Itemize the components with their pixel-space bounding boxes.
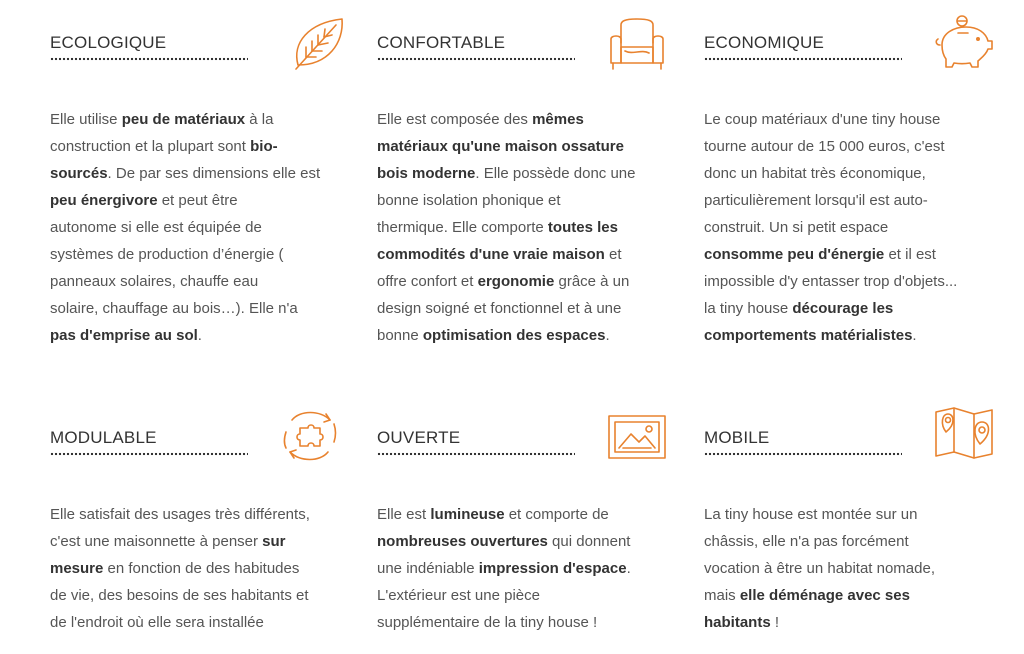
description-line [50, 241, 350, 268]
description-line [377, 528, 677, 555]
text-segment: et il est [884, 246, 936, 263]
text-segment: construit. Un si petit espace [704, 219, 889, 236]
text-segment: de l'endroit où elle sera installée [50, 614, 264, 631]
description-line [704, 214, 1004, 241]
feature-description [377, 106, 677, 349]
description-line [377, 501, 677, 528]
picture-window-icon [605, 406, 669, 466]
description-line [704, 241, 1004, 268]
text-segment: vocation à être un habitat nomade, [704, 560, 935, 577]
feature-description [50, 501, 350, 636]
feature-description [704, 501, 1004, 636]
text-segment: la tiny house [704, 300, 793, 317]
bold-text: habitants [704, 614, 771, 631]
description-line [377, 133, 677, 160]
description-line [50, 501, 350, 528]
description-line [704, 106, 1004, 133]
description-line [377, 106, 677, 133]
bold-text: peu énergivore [50, 192, 158, 209]
text-segment: systèmes de production d’énergie ( [50, 246, 284, 263]
map-pins-icon [932, 402, 996, 462]
text-segment: châssis, elle n'a pas forcément [704, 533, 909, 550]
bold-text: mesure [50, 560, 104, 577]
description-line [50, 268, 350, 295]
text-segment: impossible d'y entasser trop d'objets... [704, 273, 958, 290]
bold-text: mêmes [532, 111, 584, 128]
bold-text: impression d'espace [478, 560, 627, 577]
dotted-underline [50, 452, 248, 456]
text-segment: donc un habitat très économique, [704, 165, 926, 182]
text-segment: en fonction de des habitudes [103, 560, 300, 577]
description-line [50, 133, 350, 160]
dotted-underline [377, 57, 575, 61]
feature-title: CONFORTABLE [377, 33, 506, 52]
description-line [50, 214, 350, 241]
feature-title: OUVERTE [377, 428, 461, 447]
bold-text: lumineuse [430, 506, 505, 523]
description-line [704, 582, 1004, 609]
description-line [704, 133, 1004, 160]
feature-title: ECOLOGIQUE [50, 33, 167, 52]
text-segment: et comporte de [504, 506, 609, 523]
text-segment: . [197, 327, 202, 344]
description-line [377, 268, 677, 295]
text-segment: . [626, 560, 631, 577]
description-line [50, 609, 350, 636]
bold-text: optimisation des espaces [422, 327, 606, 344]
bold-text: elle déménage avec ses [739, 587, 910, 604]
piggy-bank-icon [932, 11, 996, 71]
description-line [704, 501, 1004, 528]
description-line [50, 295, 350, 322]
description-line [50, 187, 350, 214]
bold-text: sur [262, 533, 286, 550]
bold-text: décourage les [792, 300, 894, 317]
description-line [377, 214, 677, 241]
description-line [377, 160, 677, 187]
description-line [704, 322, 1004, 349]
text-segment: Elle est [377, 506, 431, 523]
description-line [377, 241, 677, 268]
text-segment: c'est une maisonnette à penser [50, 533, 263, 550]
text-segment: solaire, chauffage au bois…). Elle n'a [50, 300, 298, 317]
text-segment: bonne isolation phonique et [377, 192, 561, 209]
armchair-icon [605, 13, 669, 73]
text-segment: autonome si elle est équipée de [50, 219, 262, 236]
description-line [704, 528, 1004, 555]
text-segment: tourne autour de 15 000 euros, c'est [704, 138, 945, 155]
description-line [50, 160, 350, 187]
text-segment: mais [704, 587, 740, 604]
description-line [377, 609, 677, 636]
leaf-icon [286, 13, 350, 73]
puzzle-cycle-icon [278, 406, 342, 466]
text-segment: et [604, 246, 622, 263]
bold-text: comportements matérialistes [704, 327, 913, 344]
description-line [704, 609, 1004, 636]
text-segment: grâce à un [554, 273, 630, 290]
text-segment: supplémentaire de la tiny house ! [377, 614, 598, 631]
dotted-underline [704, 57, 902, 61]
description-line [50, 106, 350, 133]
dotted-underline [50, 57, 248, 61]
bold-text: pas d'emprise au sol [50, 327, 198, 344]
bold-text: peu de matériaux [121, 111, 246, 128]
text-segment: construction et la plupart sont [50, 138, 251, 155]
dotted-underline [377, 452, 575, 456]
text-segment: qui donnent [547, 533, 631, 550]
feature-description [704, 106, 1004, 349]
bold-text: consomme peu d'énergie [704, 246, 885, 263]
feature-title: MODULABLE [50, 428, 157, 447]
text-segment: ! [770, 614, 780, 631]
feature-description [50, 106, 350, 349]
description-line [377, 187, 677, 214]
description-line [704, 268, 1004, 295]
text-segment: L'extérieur est une pièce [377, 587, 540, 604]
text-segment: . [605, 327, 610, 344]
text-segment: particulièrement lorsqu'il est auto- [704, 192, 928, 209]
text-segment: . De par ses dimensions elle est [107, 165, 321, 182]
bold-text: matériaux qu'une maison ossature [377, 138, 624, 155]
bold-text: bois moderne [377, 165, 476, 182]
description-line [50, 582, 350, 609]
text-segment: panneaux solaires, chauffe eau [50, 273, 259, 290]
description-line [704, 555, 1004, 582]
description-line [50, 555, 350, 582]
description-line [377, 295, 677, 322]
text-segment: de vie, des besoins de ses habitants et [50, 587, 309, 604]
bold-text: commodités d'une vraie maison [377, 246, 605, 263]
text-segment: La tiny house est montée sur un [704, 506, 918, 523]
bold-text: sourcés [50, 165, 108, 182]
description-line [704, 160, 1004, 187]
text-segment: Elle est composée des [377, 111, 533, 128]
text-segment: bonne [377, 327, 423, 344]
feature-title: MOBILE [704, 428, 770, 447]
feature-description [377, 501, 677, 636]
text-segment: et peut être [157, 192, 238, 209]
bold-text: nombreuses ouvertures [377, 533, 548, 550]
description-line [377, 322, 677, 349]
text-segment: Le coup matériaux d'une tiny house [704, 111, 941, 128]
description-line [50, 528, 350, 555]
description-line [50, 322, 350, 349]
text-segment: à la [245, 111, 274, 128]
bold-text: toutes les [547, 219, 618, 236]
text-segment: . Elle possède donc une [475, 165, 636, 182]
text-segment: Elle satisfait des usages très différents, [50, 506, 310, 523]
text-segment: . [912, 327, 917, 344]
description-line [377, 582, 677, 609]
text-segment: thermique. Elle comporte [377, 219, 548, 236]
feature-title: ECONOMIQUE [704, 33, 825, 52]
bold-text: bio- [250, 138, 278, 155]
description-line [704, 187, 1004, 214]
text-segment: offre confort et [377, 273, 478, 290]
description-line [704, 295, 1004, 322]
text-segment: une indéniable [377, 560, 479, 577]
text-segment: design soigné et fonctionnel et à une [377, 300, 622, 317]
dotted-underline [704, 452, 902, 456]
description-line [377, 555, 677, 582]
text-segment: Elle utilise [50, 111, 122, 128]
bold-text: ergonomie [477, 273, 555, 290]
